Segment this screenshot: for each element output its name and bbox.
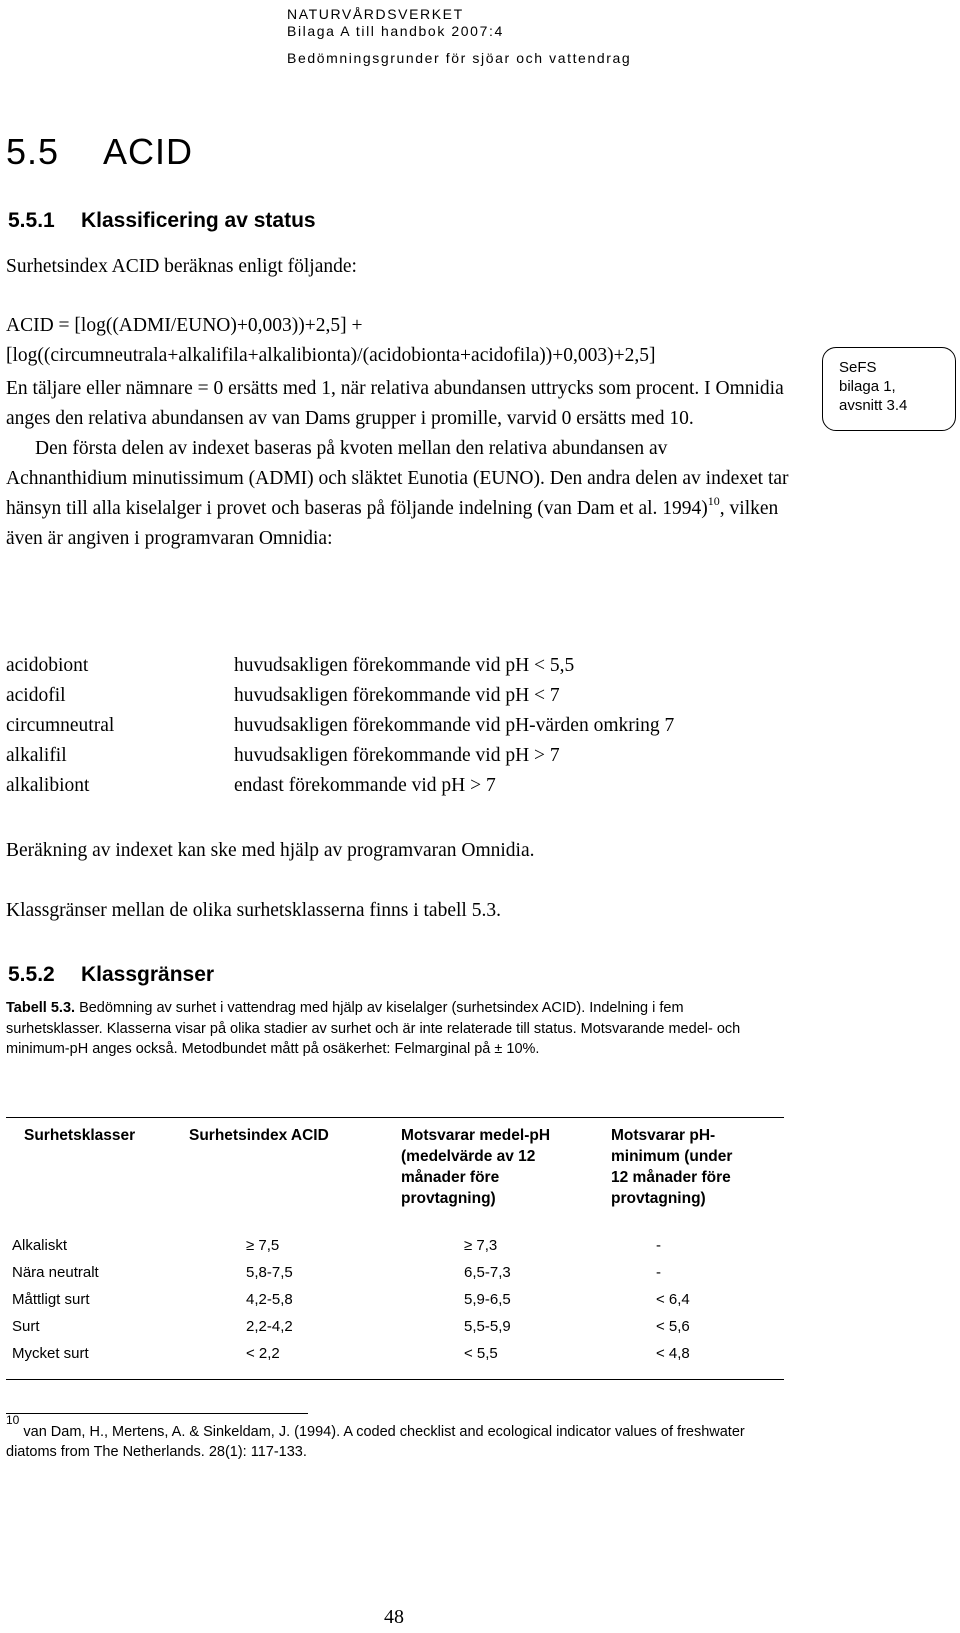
footnote <box>6 1413 766 1462</box>
cell-index: 4,2-5,8 <box>246 1291 293 1308</box>
category-definition: endast förekommande vid pH > 7 <box>234 775 496 796</box>
cell-class: Surt <box>12 1318 40 1335</box>
header-org: NATURVÅRDSVERKET <box>287 6 464 22</box>
formula-line-1: ACID = [log((ADMI/EUNO)+0,003))+2,5] + <box>6 315 363 336</box>
subsection-title: Klassgränser <box>81 963 215 986</box>
table-header-mean-ph: Motsvarar medel-pH (medelvärde av 12 månader före provtagning) <box>401 1127 551 1207</box>
cell-min-ph: < 4,8 <box>656 1345 690 1362</box>
table-row <box>6 1340 784 1367</box>
table-caption <box>6 998 776 1060</box>
list-item <box>6 681 674 711</box>
category-list <box>6 651 674 801</box>
category-definition: huvudsakligen förekommande vid pH < 5,5 <box>234 655 575 676</box>
page-number: 48 <box>384 1606 404 1628</box>
sidenote-box <box>822 347 956 431</box>
cell-min-ph: - <box>656 1264 661 1281</box>
sidenote-line-3: avsnitt 3.4 <box>839 397 908 414</box>
subsection-number: 5.5.1 <box>8 209 55 232</box>
table-top-rule <box>6 1117 784 1118</box>
intro-text: Surhetsindex ACID beräknas enligt följande: <box>6 256 357 277</box>
paragraph-4: Klassgränser mellan de olika surhetsklasserna finns i tabell 5.3. <box>6 900 501 921</box>
section-number: 5.5 <box>6 131 60 172</box>
table-header-min-ph: Motsvarar pH-minimum (under 12 månader före provtagning) <box>611 1127 733 1207</box>
list-item <box>6 771 674 801</box>
table-row <box>6 1259 784 1286</box>
paragraph-3: Beräkning av indexet kan ske med hjälp av programvaran Omnidia. <box>6 840 535 861</box>
cell-mean-ph: ≥ 7,3 <box>464 1237 498 1254</box>
category-term: acidobiont <box>6 655 89 676</box>
paragraph-block <box>6 374 791 554</box>
table-caption-label: Tabell 5.3. <box>6 1000 76 1016</box>
table-header-class: Surhetsklasser <box>24 1127 136 1144</box>
section-title: ACID <box>103 131 194 172</box>
cell-class: Mycket surt <box>12 1345 89 1362</box>
sidenote-line-2: bilaga 1, <box>839 378 896 395</box>
category-term: acidofil <box>6 685 66 706</box>
cell-class: Måttligt surt <box>12 1291 90 1308</box>
cell-min-ph: < 6,4 <box>656 1291 690 1308</box>
list-item <box>6 711 674 741</box>
formula-line-2: [log((circumneutrala+alkalifila+alkalibionta)/(acidobionta+acidofila))+0,003)+2,5] <box>6 345 656 366</box>
table-bottom-rule <box>6 1379 784 1380</box>
subsection-heading-1 <box>8 208 316 234</box>
category-term: alkalibiont <box>6 775 90 796</box>
footnote-number: 10 <box>6 1413 20 1427</box>
section-heading <box>6 130 193 174</box>
category-definition: huvudsakligen förekommande vid pH > 7 <box>234 745 560 766</box>
category-term: circumneutral <box>6 715 115 736</box>
sidenote-line-1: SeFS <box>839 359 877 376</box>
table-row <box>6 1232 784 1259</box>
cell-index: 5,8-7,5 <box>246 1264 293 1281</box>
cell-index: < 2,2 <box>246 1345 280 1362</box>
cell-mean-ph: < 5,5 <box>464 1345 498 1362</box>
cell-mean-ph: 6,5-7,3 <box>464 1264 511 1281</box>
table-row <box>6 1286 784 1313</box>
paragraph-1: En täljare eller nämnare = 0 ersätts med 1, när relativa abundansen uttrycks som procent. I Omnidia anges den relativa abundansen av van Dams grupper i promille, varvid 0 ersätts med 10. <box>6 378 784 429</box>
cell-min-ph: - <box>656 1237 661 1254</box>
list-item <box>6 741 674 771</box>
category-definition: huvudsakligen förekommande vid pH-värden omkring 7 <box>234 715 675 736</box>
table-header-index: Surhetsindex ACID <box>189 1127 329 1144</box>
cell-mean-ph: 5,9-6,5 <box>464 1291 511 1308</box>
subsection-heading-2 <box>8 962 214 988</box>
table-caption-text: Bedömning av surhet i vattendrag med hjälp av kiselalger (surhetsindex ACID). Indelning i fem surhetsklasser. Klasserna visar på olika stadier av surhet och är inte relaterade till status. Motsvarande medel- och minimum-pH anges också. Metodbundet mått på osäkerhet: Felmarginal på ± 10%. <box>6 1000 741 1057</box>
cell-class: Nära neutralt <box>12 1264 99 1281</box>
subsection-number: 5.5.2 <box>8 963 55 986</box>
footnote-rule <box>6 1413 308 1414</box>
category-definition: huvudsakligen förekommande vid pH < 7 <box>234 685 560 706</box>
footnote-text: van Dam, H., Mertens, A. & Sinkeldam, J. (1994). A coded checklist and ecological indicator values of freshwater diatoms from The Netherlands. 28(1): 117-133. <box>6 1424 745 1460</box>
cell-mean-ph: 5,5-5,9 <box>464 1318 511 1335</box>
paragraph-2 <box>6 434 791 554</box>
subsection-title: Klassificering av status <box>81 209 316 232</box>
footnote-ref[interactable]: 10 <box>707 494 720 508</box>
category-term: alkalifil <box>6 745 67 766</box>
table-row <box>6 1313 784 1340</box>
list-item <box>6 651 674 681</box>
cell-index: ≥ 7,5 <box>246 1237 280 1254</box>
paragraph-2-text-end: , vilken även är angiven i programvaran Omnidia: <box>6 498 779 549</box>
cell-class: Alkaliskt <box>12 1237 68 1254</box>
header-subtitle: Bedömningsgrunder för sjöar och vattendrag <box>287 50 632 66</box>
cell-min-ph: < 5,6 <box>656 1318 690 1335</box>
header-appendix: Bilaga A till handbok 2007:4 <box>287 23 504 39</box>
paragraph-2-text: Den första delen av indexet baseras på kvoten mellan den relativa abundansen av Achnanthidium minutissimum (ADMI) och släktet Eunotia (EUNO). Den andra delen av indexet tar hänsyn till alla kiselalger i provet och baseras på följande indelning (van Dam et al. 1994) <box>6 438 789 519</box>
cell-index: 2,2-4,2 <box>246 1318 293 1335</box>
